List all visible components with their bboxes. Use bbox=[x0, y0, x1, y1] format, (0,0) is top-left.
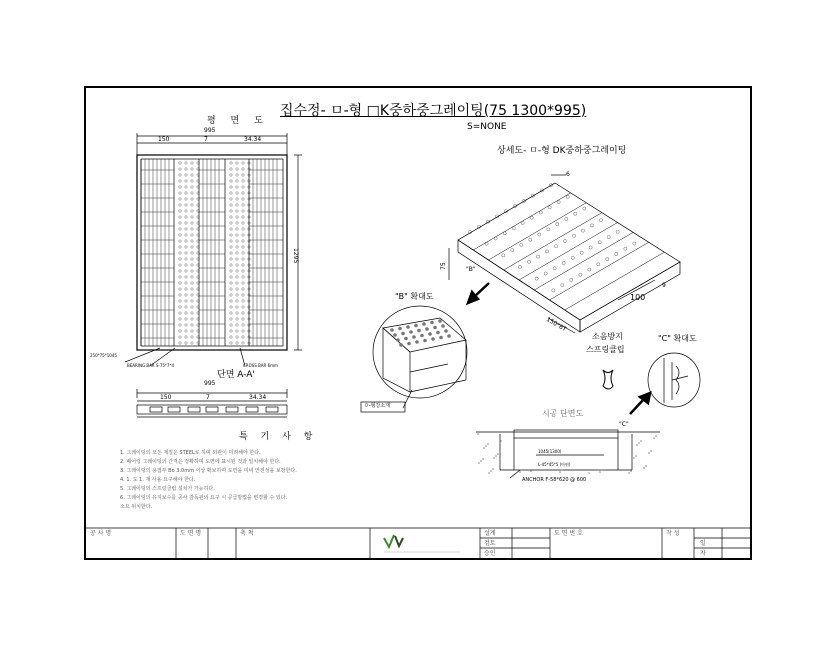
install-label-2: L-45*45*5 (아연) bbox=[538, 462, 571, 467]
b-enlarged-title: "B" 확대도 bbox=[395, 292, 434, 301]
tb-scale: 축 척 bbox=[240, 530, 254, 537]
tb-drawing-no: 도 면 번 호 bbox=[554, 530, 583, 537]
plan-bar-1: 250*75*1045 bbox=[90, 353, 117, 358]
logo bbox=[384, 535, 460, 552]
plan-dim-side: 1295 bbox=[292, 248, 299, 264]
tb-date-2: 자 bbox=[700, 550, 706, 557]
tb-author: 작 성 bbox=[666, 530, 680, 537]
install-c-marker: "C" bbox=[619, 421, 629, 428]
c-enlarged bbox=[648, 353, 700, 407]
plan-view bbox=[125, 133, 302, 366]
detail-b-marker: "B" bbox=[466, 266, 476, 273]
section-dim: 995 bbox=[204, 380, 216, 387]
install-title: 시공 단면도 bbox=[542, 409, 584, 418]
section-dim-150: 150 bbox=[160, 394, 172, 401]
detail-dim-9: 9 bbox=[662, 282, 666, 289]
note-item: 6. 그레이팅의 유지보수를 공사 감독관의 요구 시 공급방법을 변경할 수 있다. bbox=[120, 495, 288, 501]
detail-title: 상세도- ㅁ-형 DK중하중그레이팅 bbox=[497, 146, 627, 156]
spring-title-1: 소음방지 bbox=[592, 332, 623, 341]
anchor-label: ANCHOR F-58*620 @ 600 bbox=[522, 477, 587, 483]
scale-label: S=NONE bbox=[467, 122, 507, 132]
c-enlarged-title: "C" 확대도 bbox=[658, 334, 697, 343]
tb-date-1: 일 bbox=[700, 540, 706, 547]
notes-title: 특 기 사 항 bbox=[239, 432, 318, 442]
plan-dim-150: 150 bbox=[158, 136, 170, 143]
detail-dim-75: 75 bbox=[440, 262, 447, 270]
tb-approve: 승인 bbox=[484, 550, 496, 557]
detail-dim-100: 100 bbox=[630, 293, 646, 302]
note-item: 2. 베어링 그레이팅의 간격은 정확하며 도면에 표시된 것과 일치해야 한다. bbox=[120, 459, 281, 465]
b-material-label: ㅁ-형강소재 bbox=[364, 403, 390, 409]
install-label-1: 1045(1300) bbox=[538, 449, 562, 454]
plan-bar-3: CROSS BAR 6mm bbox=[243, 363, 278, 368]
section-title: 단면 A-A' bbox=[217, 370, 255, 380]
note-item: 4. 1. 도 1. 재 사용 요구해야 한다. bbox=[120, 477, 196, 483]
tb-design: 설계 bbox=[484, 530, 496, 537]
tb-project: 공 사 명 bbox=[90, 530, 112, 537]
plan-dim-7: 7 bbox=[204, 136, 208, 143]
plan-view-label: 평 면 도 bbox=[207, 116, 269, 126]
drawing-title: 집수정- ㅁ-형 □K중하중그레이팅(75 1300*995) bbox=[280, 103, 587, 119]
detail-dim-150x6t: 150*6T bbox=[544, 316, 568, 334]
spring-title-2: 스프링클립 bbox=[586, 345, 625, 354]
note-item: 소요 위치한다. bbox=[120, 504, 153, 510]
soil-hatch bbox=[477, 433, 657, 474]
plan-dim-top: 995 bbox=[204, 127, 216, 134]
install-section bbox=[476, 430, 660, 478]
detail-dim-6: 6 bbox=[566, 171, 570, 178]
iso-detail bbox=[449, 175, 680, 333]
tb-review: 검토 bbox=[484, 540, 496, 547]
note-item: 1. 그레이팅의 모든 재질은 STEEL로 하며 외관이 미려해야 한다. bbox=[120, 450, 261, 456]
spring-clip bbox=[603, 370, 613, 389]
plan-dim-3434: 34.34 bbox=[244, 136, 262, 143]
notes-list bbox=[120, 451, 297, 514]
tb-drawing-name: 도 면 명 bbox=[180, 530, 202, 537]
note-item: 3. 그레이팅의 용접부 Bo 3.0mm 이상 확보하며 도면을 미비 안전성을 보장한다. bbox=[120, 468, 297, 474]
plan-bar-2: BEARING BAR S-75*7*4 bbox=[127, 363, 175, 368]
b-enlarged bbox=[361, 306, 467, 412]
section-dim-3434: 34.34 bbox=[249, 394, 267, 401]
section-dim-7: 7 bbox=[206, 394, 210, 401]
note-item: 5. 그레이팅의 스프링클립 설치가 가능하다. bbox=[120, 486, 215, 492]
